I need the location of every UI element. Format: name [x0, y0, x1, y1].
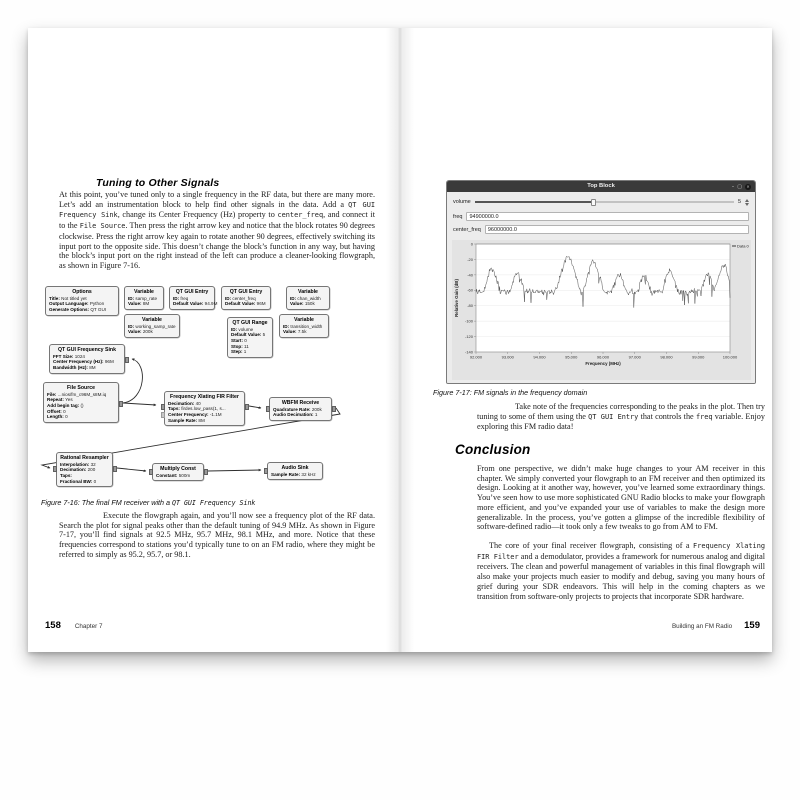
- block-port: [161, 404, 165, 410]
- freq-entry-label: freq: [453, 213, 463, 220]
- frequency-plot: [452, 240, 751, 380]
- volume-slider-handle[interactable]: [591, 199, 596, 206]
- block-qt-gui-range-volume: QT GUI Range ID: volume Default Value: 5 Start: 0 Stop: 11 Step: 1: [227, 317, 273, 358]
- svg-text:100.000: 100.000: [722, 354, 738, 360]
- block-frequency-xlating-fir-filter: Frequency Xlating FIR Filter Decimation: 40 Taps: firdes.low_pass(1, s... Center Frequency: -1.1M Sample Rate: 8M: [164, 391, 245, 426]
- paragraph: At this point, you’ve tuned only to a single frequency in the RF data, but there are many more. Let’s add an instrumentation block to help find other signals in the data. Add a QT GUI Frequency Sink, change its Center Frequency (Hz) property to center_freq, and connect it to the File Source. Then press the right arrow key and notice that the block rotates 90 degrees clockwise. Press the right arrow key again to rotate another 90 degrees, effectively switching its input port to the opposite side. This doesn’t change the block’s function in any way, but having the block’s input port on the right instead of the left can produce a cleaner-looking flowgraph, as shown in Figure 7-16.: [59, 190, 375, 270]
- block-port: [149, 469, 153, 475]
- window-body: [447, 192, 755, 384]
- frequency-plot-svg: [452, 240, 751, 380]
- close-icon[interactable]: ✕: [746, 183, 750, 189]
- freq-entry-row: [453, 212, 749, 221]
- block-qt-gui-entry-freq: QT GUI Entry ID: freq Default Value: 94.9M: [169, 286, 215, 310]
- freq-entry-input[interactable]: [466, 212, 749, 221]
- block-port: [125, 357, 129, 363]
- block-port: [204, 469, 208, 475]
- page-right: [400, 28, 772, 652]
- page-left: [28, 28, 400, 652]
- page-number: 159: [744, 620, 760, 631]
- svg-text:Frequency (MHz): Frequency (MHz): [585, 361, 621, 366]
- svg-text:-100: -100: [464, 318, 473, 324]
- svg-text:93.000: 93.000: [501, 354, 514, 360]
- center-freq-entry-row: [453, 225, 749, 234]
- svg-text:-140: -140: [464, 349, 473, 355]
- svg-text:-60: -60: [467, 287, 473, 293]
- block-file-source: File Source File: ...nios/fm_c96M_s8M.iq Repeat: Yes Add begin tag: () Offset: 0 Length: 0: [43, 382, 119, 423]
- running-head: Chapter 7: [74, 623, 103, 630]
- page-number: 158: [45, 620, 61, 631]
- center-freq-entry-label: center_freq: [453, 226, 481, 233]
- figure-7-16-flowgraph: [40, 283, 395, 495]
- volume-slider[interactable]: [475, 198, 734, 206]
- block-wbfm-receive: WBFM Receive Quadrature Rate: 200k Audio Decimation: 1: [269, 397, 332, 421]
- book-spread: [28, 28, 772, 652]
- block-options: Options Title: Not titled yet Output Language: Python Generate Options: QT GUI: [45, 286, 119, 316]
- block-rational-resampler: Rational Resampler Interpolation: 32 Decimation: 200 Taps: Fractional BW: 0: [56, 452, 113, 487]
- svg-text:0: 0: [470, 241, 473, 247]
- window-controls: [732, 181, 751, 192]
- svg-text:97.000: 97.000: [628, 354, 641, 360]
- svg-text:-120: -120: [464, 333, 473, 339]
- volume-spinbox[interactable]: [745, 199, 749, 206]
- svg-text:96.000: 96.000: [596, 354, 610, 360]
- svg-text:Data 0: Data 0: [737, 243, 749, 249]
- window-title: Top Block: [587, 182, 615, 189]
- paragraph: Execute the flowgraph again, and you’ll now see a frequency plot of the RF data. Search the plot for signal peaks other than the default tuning of 94.9 MHz. As shown in Figure 7-17, you’ll find signals at 92.5 MHz, 95.7 MHz, 98.1 MHz, and more. Notice that these frequencies correspond to stations you’d typically tune to on an FM radio, where they might be referred to simply as 95.2, 95.7, or 98.1.: [59, 511, 375, 559]
- volume-label: volume: [453, 199, 471, 205]
- svg-text:-20: -20: [467, 256, 473, 262]
- block-variable-working-samp-rate: Variable ID: working_samp_rate Value: 200k: [124, 314, 180, 338]
- svg-text:99.000: 99.000: [692, 354, 705, 360]
- block-port: [245, 404, 249, 410]
- svg-text:94.000: 94.000: [533, 354, 546, 360]
- spin-down-icon[interactable]: [745, 203, 749, 206]
- volume-row: [453, 197, 749, 207]
- center-freq-entry-input[interactable]: [485, 225, 749, 234]
- block-port: [53, 466, 57, 472]
- block-multiply-const: Multiply Const Constant: 500m: [152, 463, 204, 481]
- section-heading: Tuning to Other Signals: [96, 177, 220, 189]
- svg-text:-80: -80: [467, 303, 473, 309]
- block-variable-transition-width: Variable ID: transition_width Value: 7.5k: [279, 314, 329, 338]
- paragraph: Take note of the frequencies corresponding to the peaks in the plot. Then try tuning to some of them using the QT GUI Entry that controls the freq variable. Enjoy exploring this FM radio data!: [477, 402, 765, 432]
- window-titlebar: [447, 181, 755, 192]
- paragraph: From one perspective, we didn’t make huge changes to your AM receiver in this chapter. We simply converted your flowgraph to an FM receiver and then optimized its design. Looking at it another way, however, you’ve learned some extraordinary things. You’ve seen how to use more sophisticated GNU Radio blocks to make your flowgraph more efficient, and you’ve expanded your use of variables to make the design more generalizable. In the process, you’ve gotten a glimpse of the incredible flexibility of software-defined radio—it took only a few tweaks to go from AM to FM.: [477, 464, 765, 532]
- block-port: [266, 406, 270, 412]
- block-audio-sink: Audio Sink Sample Rate: 32 kHz: [267, 462, 323, 480]
- block-port: [119, 401, 123, 407]
- block-port: [332, 406, 336, 412]
- block-qt-gui-entry-center-freq: QT GUI Entry ID: center_freq Default Value: 96M: [221, 286, 271, 310]
- page-footer: [45, 620, 103, 631]
- svg-text:92.000: 92.000: [469, 354, 483, 360]
- block-port: [264, 468, 268, 474]
- block-variable-samp-rate: Variable ID: samp_rate Value: 8M: [124, 286, 164, 310]
- spin-up-icon[interactable]: [745, 199, 749, 202]
- figure-caption: Figure 7-17: FM signals in the frequency domain: [433, 388, 588, 397]
- svg-text:98.000: 98.000: [660, 354, 673, 360]
- minimize-icon[interactable]: –: [731, 183, 735, 190]
- block-qt-gui-frequency-sink: QT GUI Frequency Sink FFT Size: 1024 Center Frequency (Hz): 96M Bandwidth (Hz): 8M: [49, 344, 125, 374]
- running-head: Building an FM Radio: [671, 623, 733, 630]
- top-block-window: [446, 180, 756, 384]
- page-footer: [672, 620, 760, 631]
- conclusion-heading: Conclusion: [455, 442, 531, 457]
- volume-value: 5: [737, 199, 741, 205]
- block-port: [113, 466, 117, 472]
- svg-text:Relative Gain (dB): Relative Gain (dB): [454, 279, 459, 317]
- block-variable-chan-width: Variable ID: chan_width Value: 150k: [286, 286, 330, 310]
- volume-slider-fill: [475, 201, 594, 203]
- figure-caption: Figure 7-16: The final FM receiver with a QT GUI Frequency Sink: [41, 498, 256, 507]
- svg-text:95.000: 95.000: [565, 354, 578, 360]
- paragraph: The core of your final receiver flowgraph, consisting of a Frequency Xlating FIR Filter and a demodulator, provides a framework for numerous analog and digital receivers. The clean and powerful management of variables in this final flowgraph will also make your projects much easier to modify and debug, saving you many hours of grief during your SDR endeavors. This will help in the coming chapters as we transition from software-only projects to projects that incorporate SDR hardware.: [477, 541, 765, 601]
- svg-text:-40: -40: [467, 272, 473, 278]
- maximize-icon[interactable]: ▢: [737, 183, 742, 190]
- block-port: [161, 412, 165, 418]
